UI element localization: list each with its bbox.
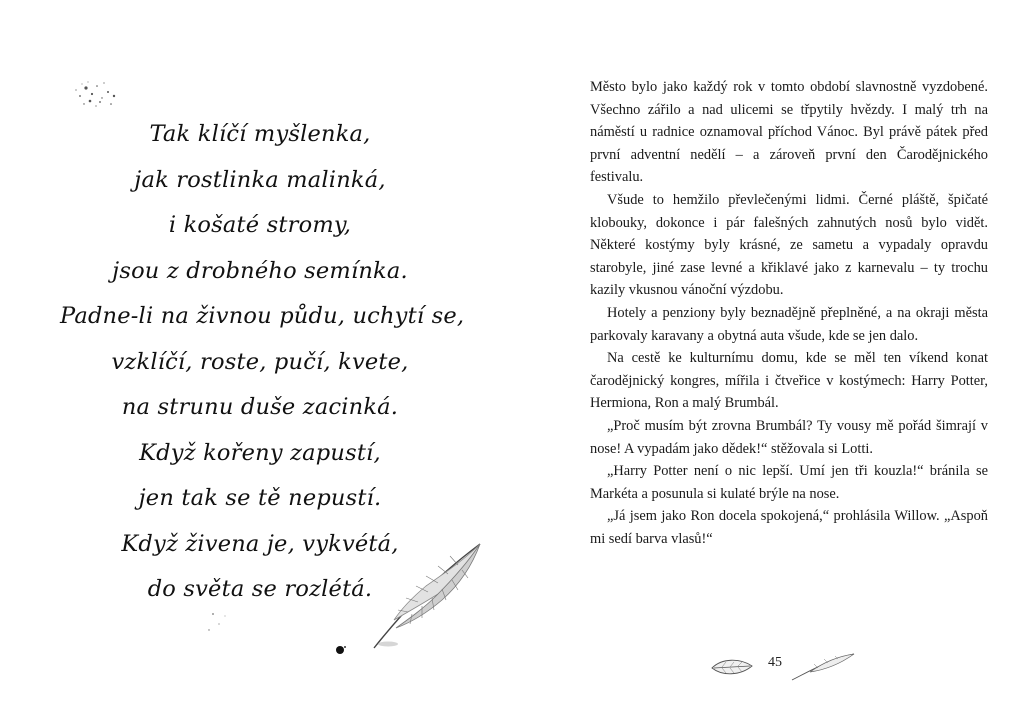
ink-blot-icon <box>330 640 350 660</box>
poem-line: na strunu duše zacinká. <box>121 394 399 420</box>
poem-line: jak rostlinka malinká, <box>134 166 386 193</box>
ink-specks-icon <box>205 600 265 640</box>
feather-icon <box>788 650 858 684</box>
paragraph: Na cestě ke kulturnímu domu, kde se měl ten víkend konat čarodějnický kongres, mířila i čtveřice v kostýmech: Harry Potter, Hermiona, Ron a malý Brumbál. <box>590 350 988 412</box>
poem-line: jen tak se tě nepustí. <box>138 485 382 511</box>
paragraph: Město bylo jako každý rok v tomto období slavnostně vyzdobené. Všechno zářilo a nad ulicemi se třpytily hvězdy. I malý trh na náměstí u radnice oznamoval příchod Vánoc. Byl právě pátek před první adventní nedělí – a zároveň první den Čarodějnického festivalu. <box>590 79 988 186</box>
paragraph: Všude to hemžilo převlečenými lidmi. Černé pláště, špičaté klobouky, dokonce i pár falešných zahnutých nosů bylo vidět. Některé kostýmy byly krásné, ze sametu a vypadaly opravdu starobyle, jiné zase levné a křiklavé jako z karnevalu – ty trochu kazily vkusnou vánoční výzdobu. <box>590 191 988 299</box>
paragraph: „Já jsem jako Ron docela spokojená,“ prohlásila Willow. „Aspoň mi sedí barva vlasů!“ <box>590 508 988 547</box>
prose-body <box>590 76 988 550</box>
page-footer <box>710 650 870 686</box>
poem-line: jsou z drobného semínka. <box>112 257 408 284</box>
poem-line: Když kořeny zapustí, <box>139 439 381 466</box>
paragraph: „Proč musím být zrovna Brumbál? Ty vousy mě pořád šimrají v nose! A vypadám jako dědek!“ stěžovala si Lotti. <box>590 417 988 457</box>
quill-feather-icon <box>368 538 488 653</box>
leaf-icon <box>710 654 754 680</box>
poem-line: vzklíčí, roste, pučí, kvete, <box>111 348 409 375</box>
poem-line: do světa se rozlétá. <box>147 576 373 602</box>
page-number: 45 <box>768 655 782 670</box>
poem-line: Tak klíčí myšlenka, <box>149 121 371 147</box>
right-page <box>512 0 1024 724</box>
poem-line: i košaté stromy, <box>168 212 352 238</box>
paragraph: Hotely a penziony byly beznadějně přeplněné, a na okraji města parkovaly karavany a obytná auta všude, kde se jen dalo. <box>590 304 988 344</box>
poem-line: Padne-li na živnou půdu, uchytí se, <box>60 303 465 329</box>
paragraph: „Harry Potter není o nic lepší. Umí jen tři kouzla!“ bránila se Markéta a posunula si kulaté brýle na nose. <box>590 463 988 502</box>
poem-line: Když živena je, vykvétá, <box>121 530 399 557</box>
ink-splatter-icon <box>66 74 126 114</box>
